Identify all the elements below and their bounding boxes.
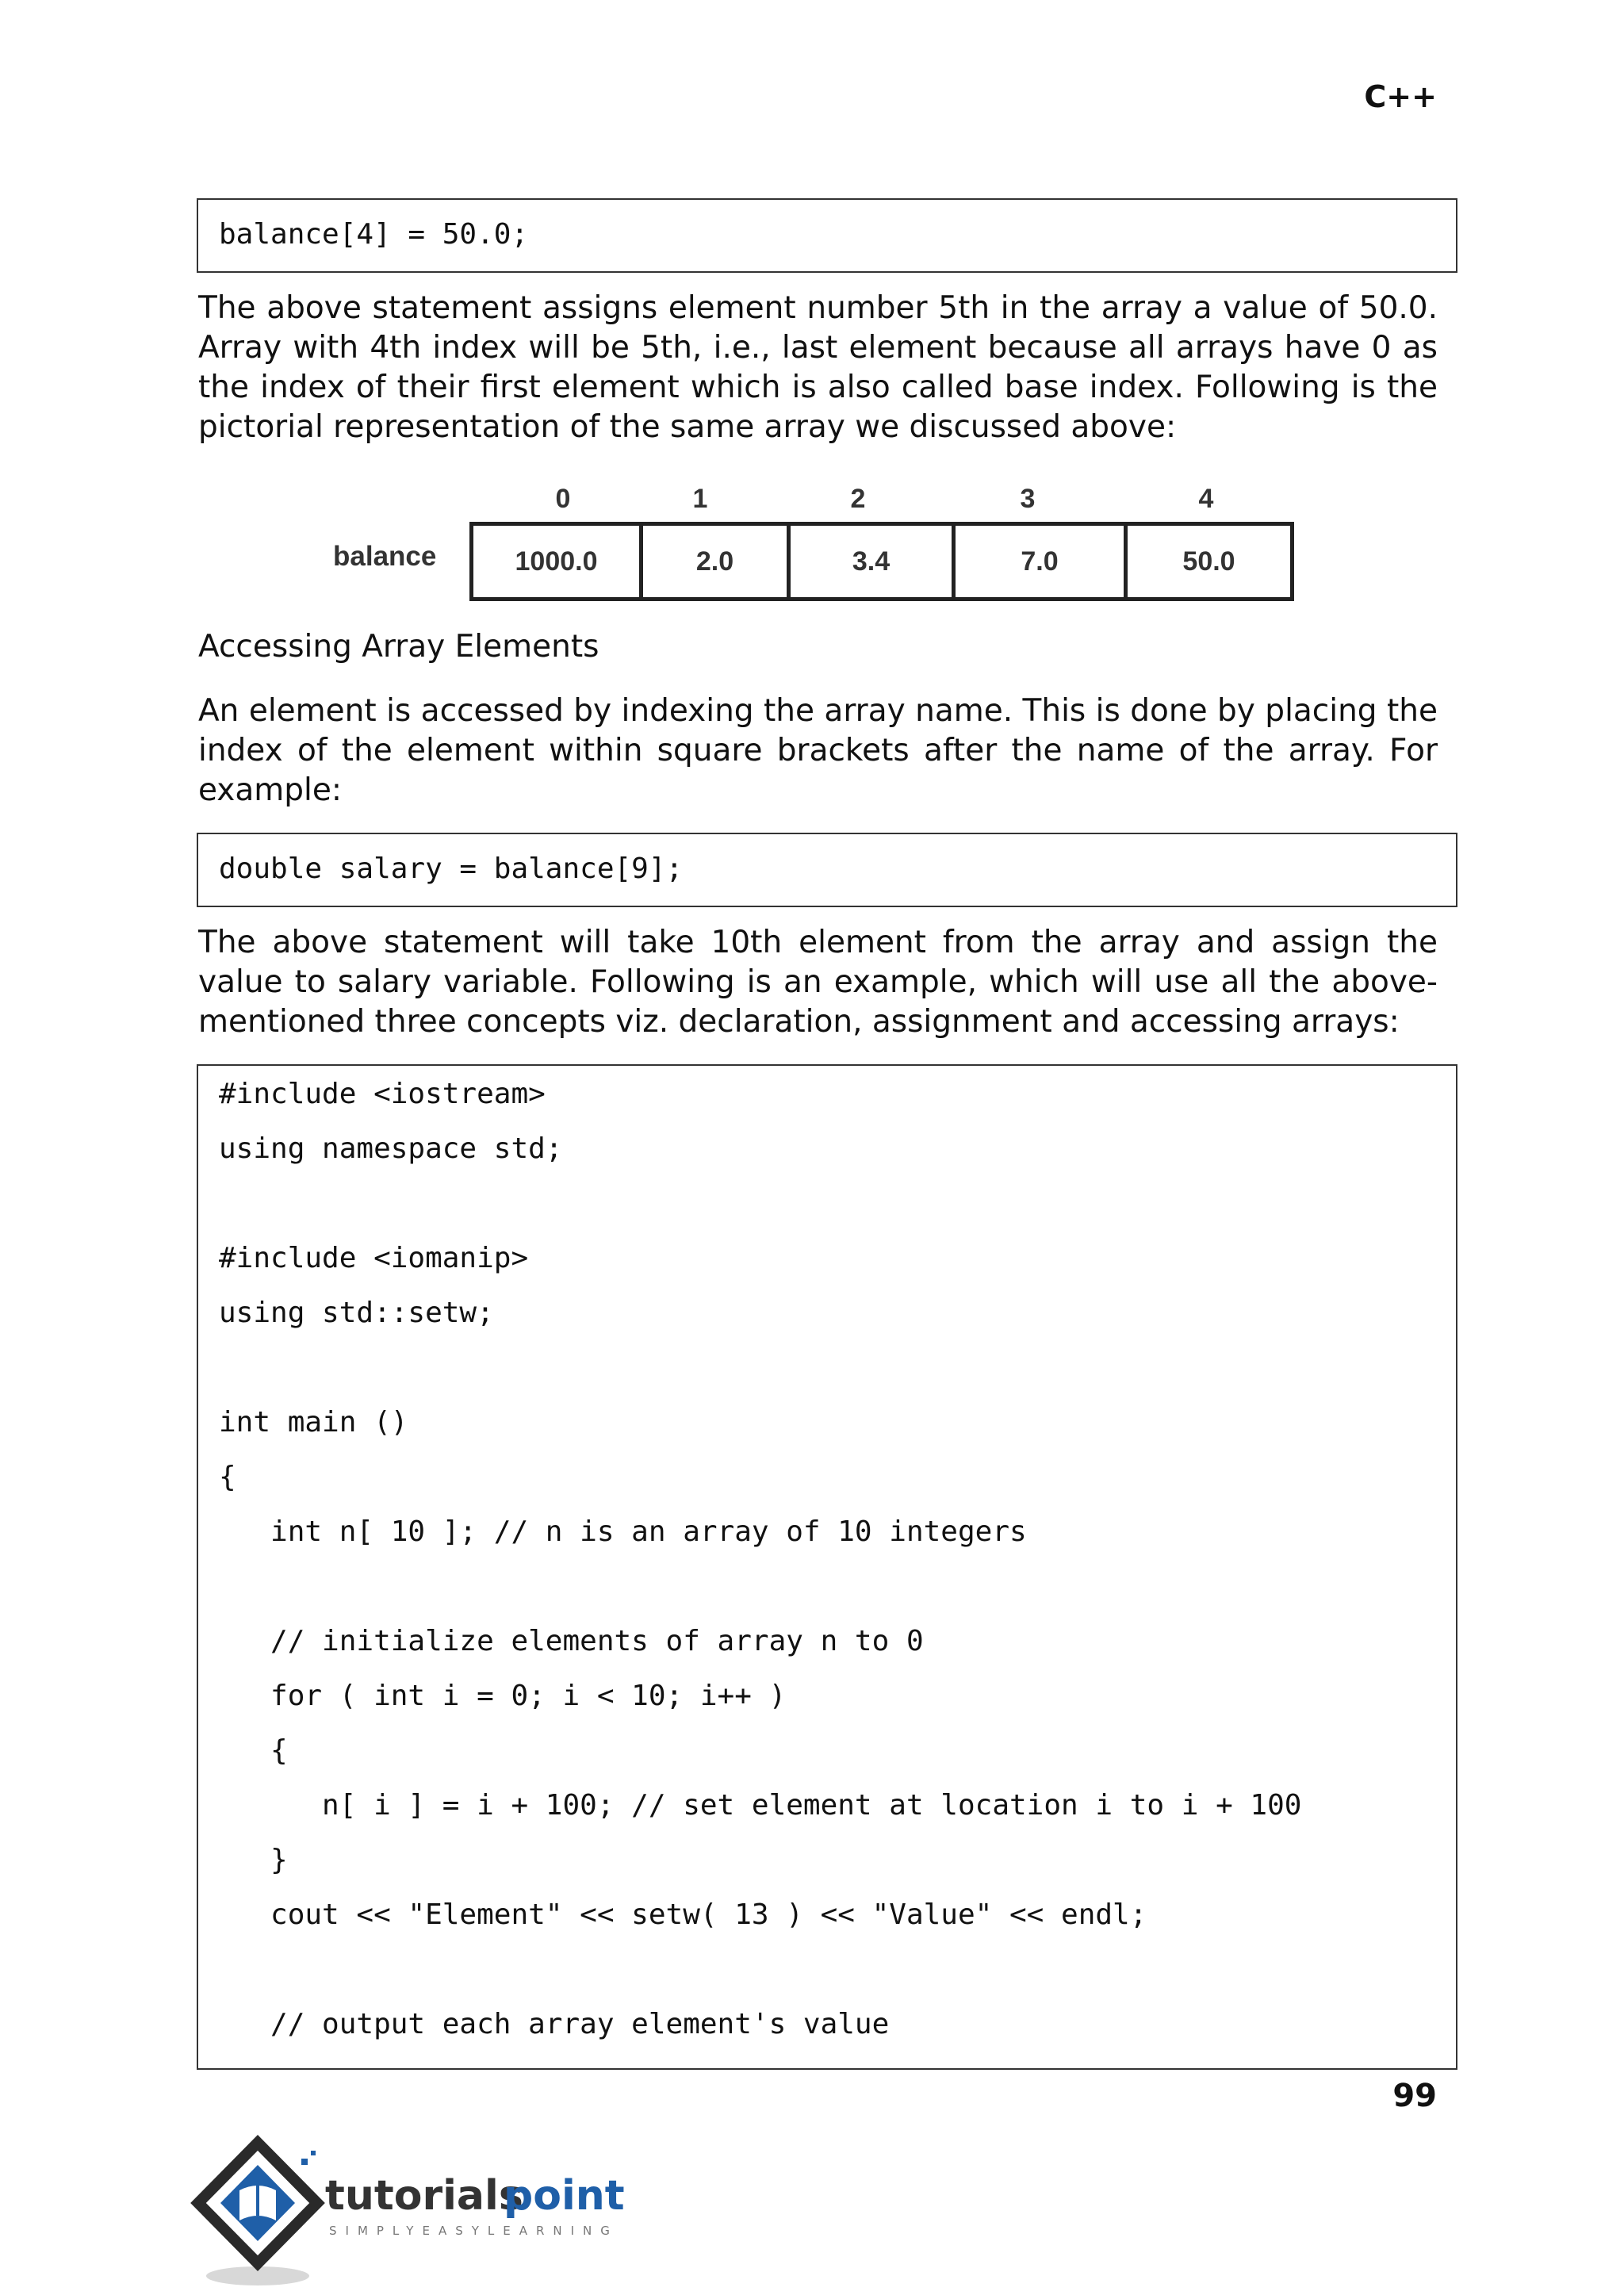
array-index-4: 4: [1198, 484, 1214, 514]
logo-text-accent: point: [504, 2172, 625, 2220]
code-line: [219, 1559, 1435, 1614]
array-index-1: 1: [692, 484, 708, 514]
code-line: using namespace std;: [219, 1132, 563, 1165]
code-line: [219, 1176, 1435, 1231]
code-line: }: [219, 1844, 288, 1876]
code-line: cout << "Element" << setw( 13 ) << "Value" << endl;: [219, 1898, 1147, 1931]
array-diagram: [317, 476, 1316, 626]
code-line: using std::setw;: [219, 1297, 494, 1329]
paragraph-example-intro: The above statement will take 10th element from the array and assign the value to salary variable. Following is an example, which will use all the above-mentioned three concepts viz. declaration, assignment and accessing arrays:: [198, 925, 1438, 1040]
code-line: int n[ 10 ]; // n is an array of 10 integers: [219, 1515, 1027, 1548]
code-line: #include <iostream>: [219, 1078, 546, 1110]
array-index-0: 0: [555, 484, 571, 514]
code-block-assignment: [197, 198, 1457, 273]
page-number: 99: [1392, 2078, 1437, 2114]
page-header-title: C++: [1364, 79, 1437, 114]
code-block-access: [197, 833, 1457, 907]
code-line: {: [219, 1734, 288, 1767]
array-index-2: 2: [850, 484, 866, 514]
array-cell-0: 1000.0: [473, 526, 643, 597]
code-line: int main (): [219, 1406, 408, 1439]
code-line: double salary = balance[9];: [219, 852, 684, 885]
logo-graphic: [190, 2133, 698, 2292]
logo-tagline: SIMPLYEASYLEARNING: [329, 2224, 619, 2238]
paragraph-accessing-elements: An element is accessed by indexing the array name. This is done by placing the index of the element within square brackets after the name of the array. For example:: [198, 693, 1438, 808]
array-cells: [469, 522, 1294, 601]
array-name-label: balance: [333, 541, 437, 572]
logo-text-main: tutorials: [325, 2172, 523, 2220]
array-cell-2: 3.4: [791, 526, 956, 597]
array-cell-4: 50.0: [1182, 546, 1235, 577]
code-line: // initialize elements of array n to 0: [219, 1625, 924, 1657]
code-line: [219, 1942, 1435, 1997]
code-line: [219, 1340, 1435, 1395]
array-cell-1: 2.0: [643, 526, 791, 597]
code-line: // output each array element's value: [219, 2008, 890, 2040]
tutorialspoint-logo: [190, 2133, 698, 2292]
array-cell-3: 7.0: [956, 526, 1128, 597]
code-line: #include <iomanip>: [219, 1242, 529, 1274]
array-index-3: 3: [1020, 484, 1036, 514]
section-heading: Accessing Array Elements: [198, 629, 599, 665]
code-block-example: [197, 1064, 1457, 2070]
code-line: n[ i ] = i + 100; // set element at location i to i + 100: [219, 1789, 1302, 1822]
code-line: for ( int i = 0; i < 10; i++ ): [219, 1680, 787, 1712]
code-line: balance[4] = 50.0;: [219, 218, 529, 251]
code-line: {: [219, 1461, 236, 1493]
paragraph-assignment-explanation: The above statement assigns element number 5th in the array a value of 50.0. Array with 4th index will be 5th, i.e., last element because all arrays have 0 as the index of their first element which is also called base index. Following is the pictorial representation of the same array we discussed above:: [198, 290, 1438, 445]
